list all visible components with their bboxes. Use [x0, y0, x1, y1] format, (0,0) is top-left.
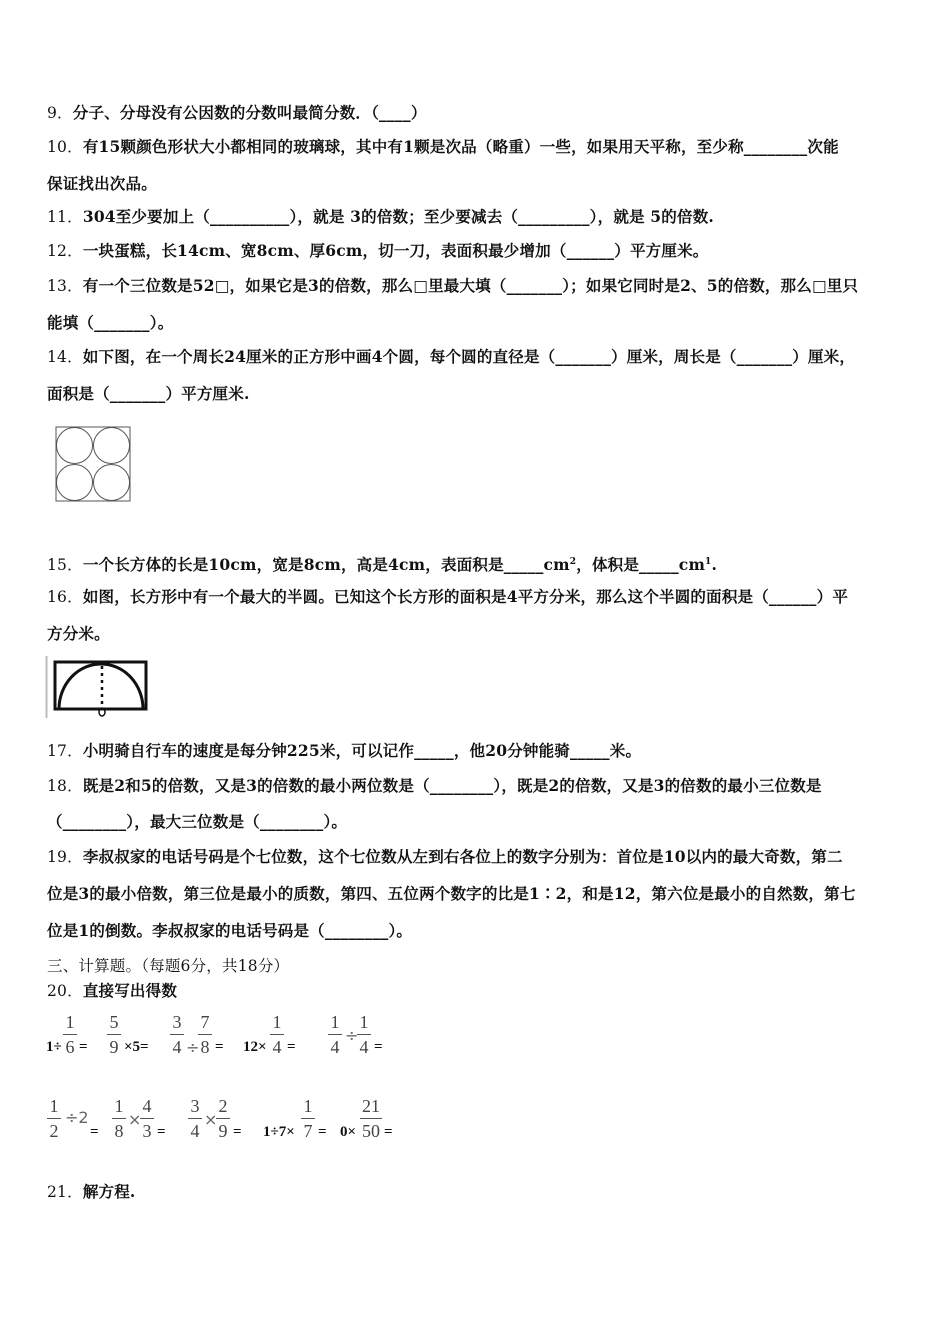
fraction-bar [63, 1034, 77, 1035]
question-10-cont [47, 174, 917, 194]
denominator: 4 [172, 1037, 182, 1057]
question-18-cont [47, 812, 917, 832]
superscript: 2 [569, 557, 577, 567]
question-13 [47, 276, 917, 296]
question-19 [47, 847, 917, 867]
question-number: 21． [47, 1183, 83, 1201]
question-text: 能填（_______）。 [47, 313, 174, 332]
fraction-bar [112, 1118, 126, 1119]
fraction [270, 1012, 284, 1057]
question-18 [47, 776, 917, 796]
fraction-bar [360, 1118, 382, 1119]
fraction [107, 1012, 121, 1057]
question-number: 14． [47, 348, 83, 366]
fraction [140, 1096, 154, 1141]
question-text: 有15颗颜色形状大小都相同的玻璃球，其中有1颗是次品（略重）一些，如果用天平称，至少称________次能 [82, 137, 839, 156]
numerator: 1 [330, 1012, 340, 1032]
fraction [63, 1012, 77, 1057]
circle-top-left [57, 428, 93, 464]
question-text: 位是1的倒数。李叔叔家的电话号码是（________）。 [47, 921, 413, 940]
operator: ÷ [186, 1038, 200, 1057]
expr-suffix: = [384, 1124, 393, 1140]
question-text: 解方程. [82, 1182, 136, 1201]
question-14-cont [47, 384, 917, 404]
question-text: 面积是（_______）平方厘米. [47, 384, 250, 403]
expr-suffix: = [287, 1039, 296, 1055]
expr-suffix: = [374, 1039, 383, 1055]
question-number: 9． [47, 104, 73, 122]
numerator: 4 [142, 1096, 152, 1116]
fraction [328, 1012, 342, 1057]
numerator: 3 [172, 1012, 182, 1032]
expr-suffix: = [215, 1039, 224, 1055]
numerator: 1 [65, 1012, 75, 1032]
fraction [112, 1096, 126, 1141]
question-text: 如图，长方形中有一个最大的半圆。已知这个长方形的面积是4平方分米，那么这个半圆的面积是（______）平 [82, 587, 849, 606]
question-text: 位是3的最小倍数，第三位是最小的质数，第四、五位两个数字的比是1∶2，和是12，第六位是最小的自然数，第七 [47, 884, 856, 903]
question-text: 小明骑自行车的速度是每分钟225米，可以记作_____，他20分钟能骑_____米。 [82, 741, 642, 760]
question-number: 12． [47, 242, 83, 260]
fraction-bar [140, 1118, 154, 1119]
numerator: 1 [49, 1096, 59, 1116]
question-21 [47, 1182, 917, 1202]
expr-suffix: = [318, 1124, 327, 1140]
fraction-bar [107, 1034, 121, 1035]
rectangle-outline [55, 662, 146, 709]
fraction [301, 1096, 315, 1141]
superscript: 1 [705, 557, 712, 567]
fraction [216, 1096, 230, 1141]
numerator: 2 [218, 1096, 228, 1116]
expr-prefix: 12× [243, 1039, 267, 1055]
square-four-circles-figure [55, 426, 133, 504]
question-number: 17． [47, 742, 83, 760]
question-text: 304至少要加上（__________），就是 3的倍数；至少要减去（_________），就是 5的倍数. [82, 207, 714, 226]
denominator: 9 [109, 1037, 119, 1057]
expr-suffix: = [79, 1039, 88, 1055]
denominator: 3 [142, 1121, 152, 1141]
expr-suffix: ×5= [124, 1039, 149, 1055]
question-number: 10． [47, 138, 83, 156]
question-14 [47, 347, 917, 367]
operator: ÷2 [65, 1108, 89, 1127]
question-19-cont-2 [47, 921, 917, 941]
fraction [357, 1012, 371, 1057]
denominator: 50 [362, 1121, 380, 1141]
question-12 [47, 241, 917, 261]
operator: ÷ [345, 1026, 359, 1045]
question-15 [47, 552, 917, 575]
section-title-text: 三、计算题。（每题6分，共18分） [47, 957, 290, 975]
question-text: . [711, 555, 718, 575]
square-outline [56, 427, 130, 501]
denominator: 4 [272, 1037, 282, 1057]
question-text: 如下图，在一个周长24厘米的正方形中画4个圆，每个圆的直径是（_______）厘米，周长是（_______）厘米， [82, 347, 856, 366]
numerator: 1 [114, 1096, 124, 1116]
denominator: 7 [303, 1121, 313, 1141]
question-text: 分子、分母没有公因数的分数叫最简分数．（____） [72, 103, 427, 122]
expr-prefix: 1÷ [46, 1039, 62, 1055]
question-17 [47, 741, 917, 761]
question-16 [47, 587, 917, 607]
operator: × [204, 1110, 218, 1129]
circle-bottom-right [94, 465, 130, 501]
fraction-bar [270, 1034, 284, 1035]
question-text: ，体积是_____cm [576, 555, 706, 575]
numerator: 1 [303, 1096, 313, 1116]
fraction-bar [47, 1118, 61, 1119]
question-10 [47, 137, 917, 157]
fraction [360, 1096, 382, 1141]
expr-suffix: = [90, 1124, 99, 1140]
fraction [170, 1012, 184, 1057]
question-text: 一块蛋糕，长14cm、宽8cm、厚6cm，切一刀，表面积最少增加（______）平方厘米。 [82, 241, 709, 260]
operator: × [128, 1110, 142, 1129]
denominator: 6 [65, 1037, 75, 1057]
denominator: 4 [330, 1037, 340, 1057]
denominator: 9 [218, 1121, 228, 1141]
fraction-bar [328, 1034, 342, 1035]
expr-suffix: = [233, 1124, 242, 1140]
numerator: 3 [190, 1096, 200, 1116]
question-text: 一个长方体的长是10cm，宽是8cm，高是4cm，表面积是_____cm [82, 555, 570, 575]
fraction-bar [301, 1118, 315, 1119]
fraction [198, 1012, 212, 1057]
fraction [188, 1096, 202, 1141]
question-9 [47, 103, 917, 123]
numerator: 1 [272, 1012, 282, 1032]
numerator: 5 [109, 1012, 119, 1032]
question-text: 李叔叔家的电话号码是个七位数，这个七位数从左到右各位上的数字分别为：首位是10以内的最大奇数，第二 [82, 847, 843, 866]
question-number: 15． [47, 556, 83, 575]
question-13-cont [47, 313, 917, 333]
denominator: 4 [359, 1037, 369, 1057]
fraction-bar [188, 1118, 202, 1119]
question-20 [47, 981, 917, 1001]
question-number: 16． [47, 588, 83, 606]
fraction-bar [198, 1034, 212, 1035]
question-text: 直接写出得数 [82, 981, 178, 1000]
question-text: 方分米。 [47, 624, 110, 643]
expr-suffix: = [157, 1124, 166, 1140]
section-title [47, 956, 917, 976]
question-number: 18． [47, 777, 83, 795]
numerator: 21 [362, 1096, 380, 1116]
circle-bottom-left [57, 465, 93, 501]
question-number: 13． [47, 277, 83, 295]
question-text: （________），最大三位数是（________）。 [47, 812, 348, 831]
denominator: 2 [49, 1121, 59, 1141]
question-11 [47, 207, 917, 227]
question-text: 既是2和5的倍数，又是3的倍数的最小两位数是（________），既是2的倍数，又是3的倍数的最小三位数是 [82, 776, 822, 795]
question-text: 保证找出次品。 [47, 174, 157, 193]
numerator: 7 [200, 1012, 210, 1032]
question-19-cont-1 [47, 884, 917, 904]
circle-top-right [94, 428, 130, 464]
denominator: 8 [114, 1121, 124, 1141]
expr-prefix: 1÷7× [263, 1124, 295, 1140]
denominator: 8 [200, 1037, 210, 1057]
question-text: 有一个三位数是52□，如果它是3的倍数，那么□里最大填（_______）；如果它同时是2、5的倍数，那么□里只 [82, 276, 859, 295]
fraction-bar [216, 1118, 230, 1119]
expr-prefix: 0× [340, 1124, 357, 1140]
question-number: 19． [47, 848, 83, 866]
question-number: 11． [47, 208, 83, 226]
fraction [47, 1096, 61, 1141]
rectangle-semicircle-figure [45, 654, 149, 720]
fraction-bar [357, 1034, 371, 1035]
question-number: 20． [47, 982, 83, 1000]
denominator: 4 [190, 1121, 200, 1141]
numerator: 1 [359, 1012, 369, 1032]
fraction-bar [170, 1034, 184, 1035]
question-16-cont [47, 624, 917, 644]
